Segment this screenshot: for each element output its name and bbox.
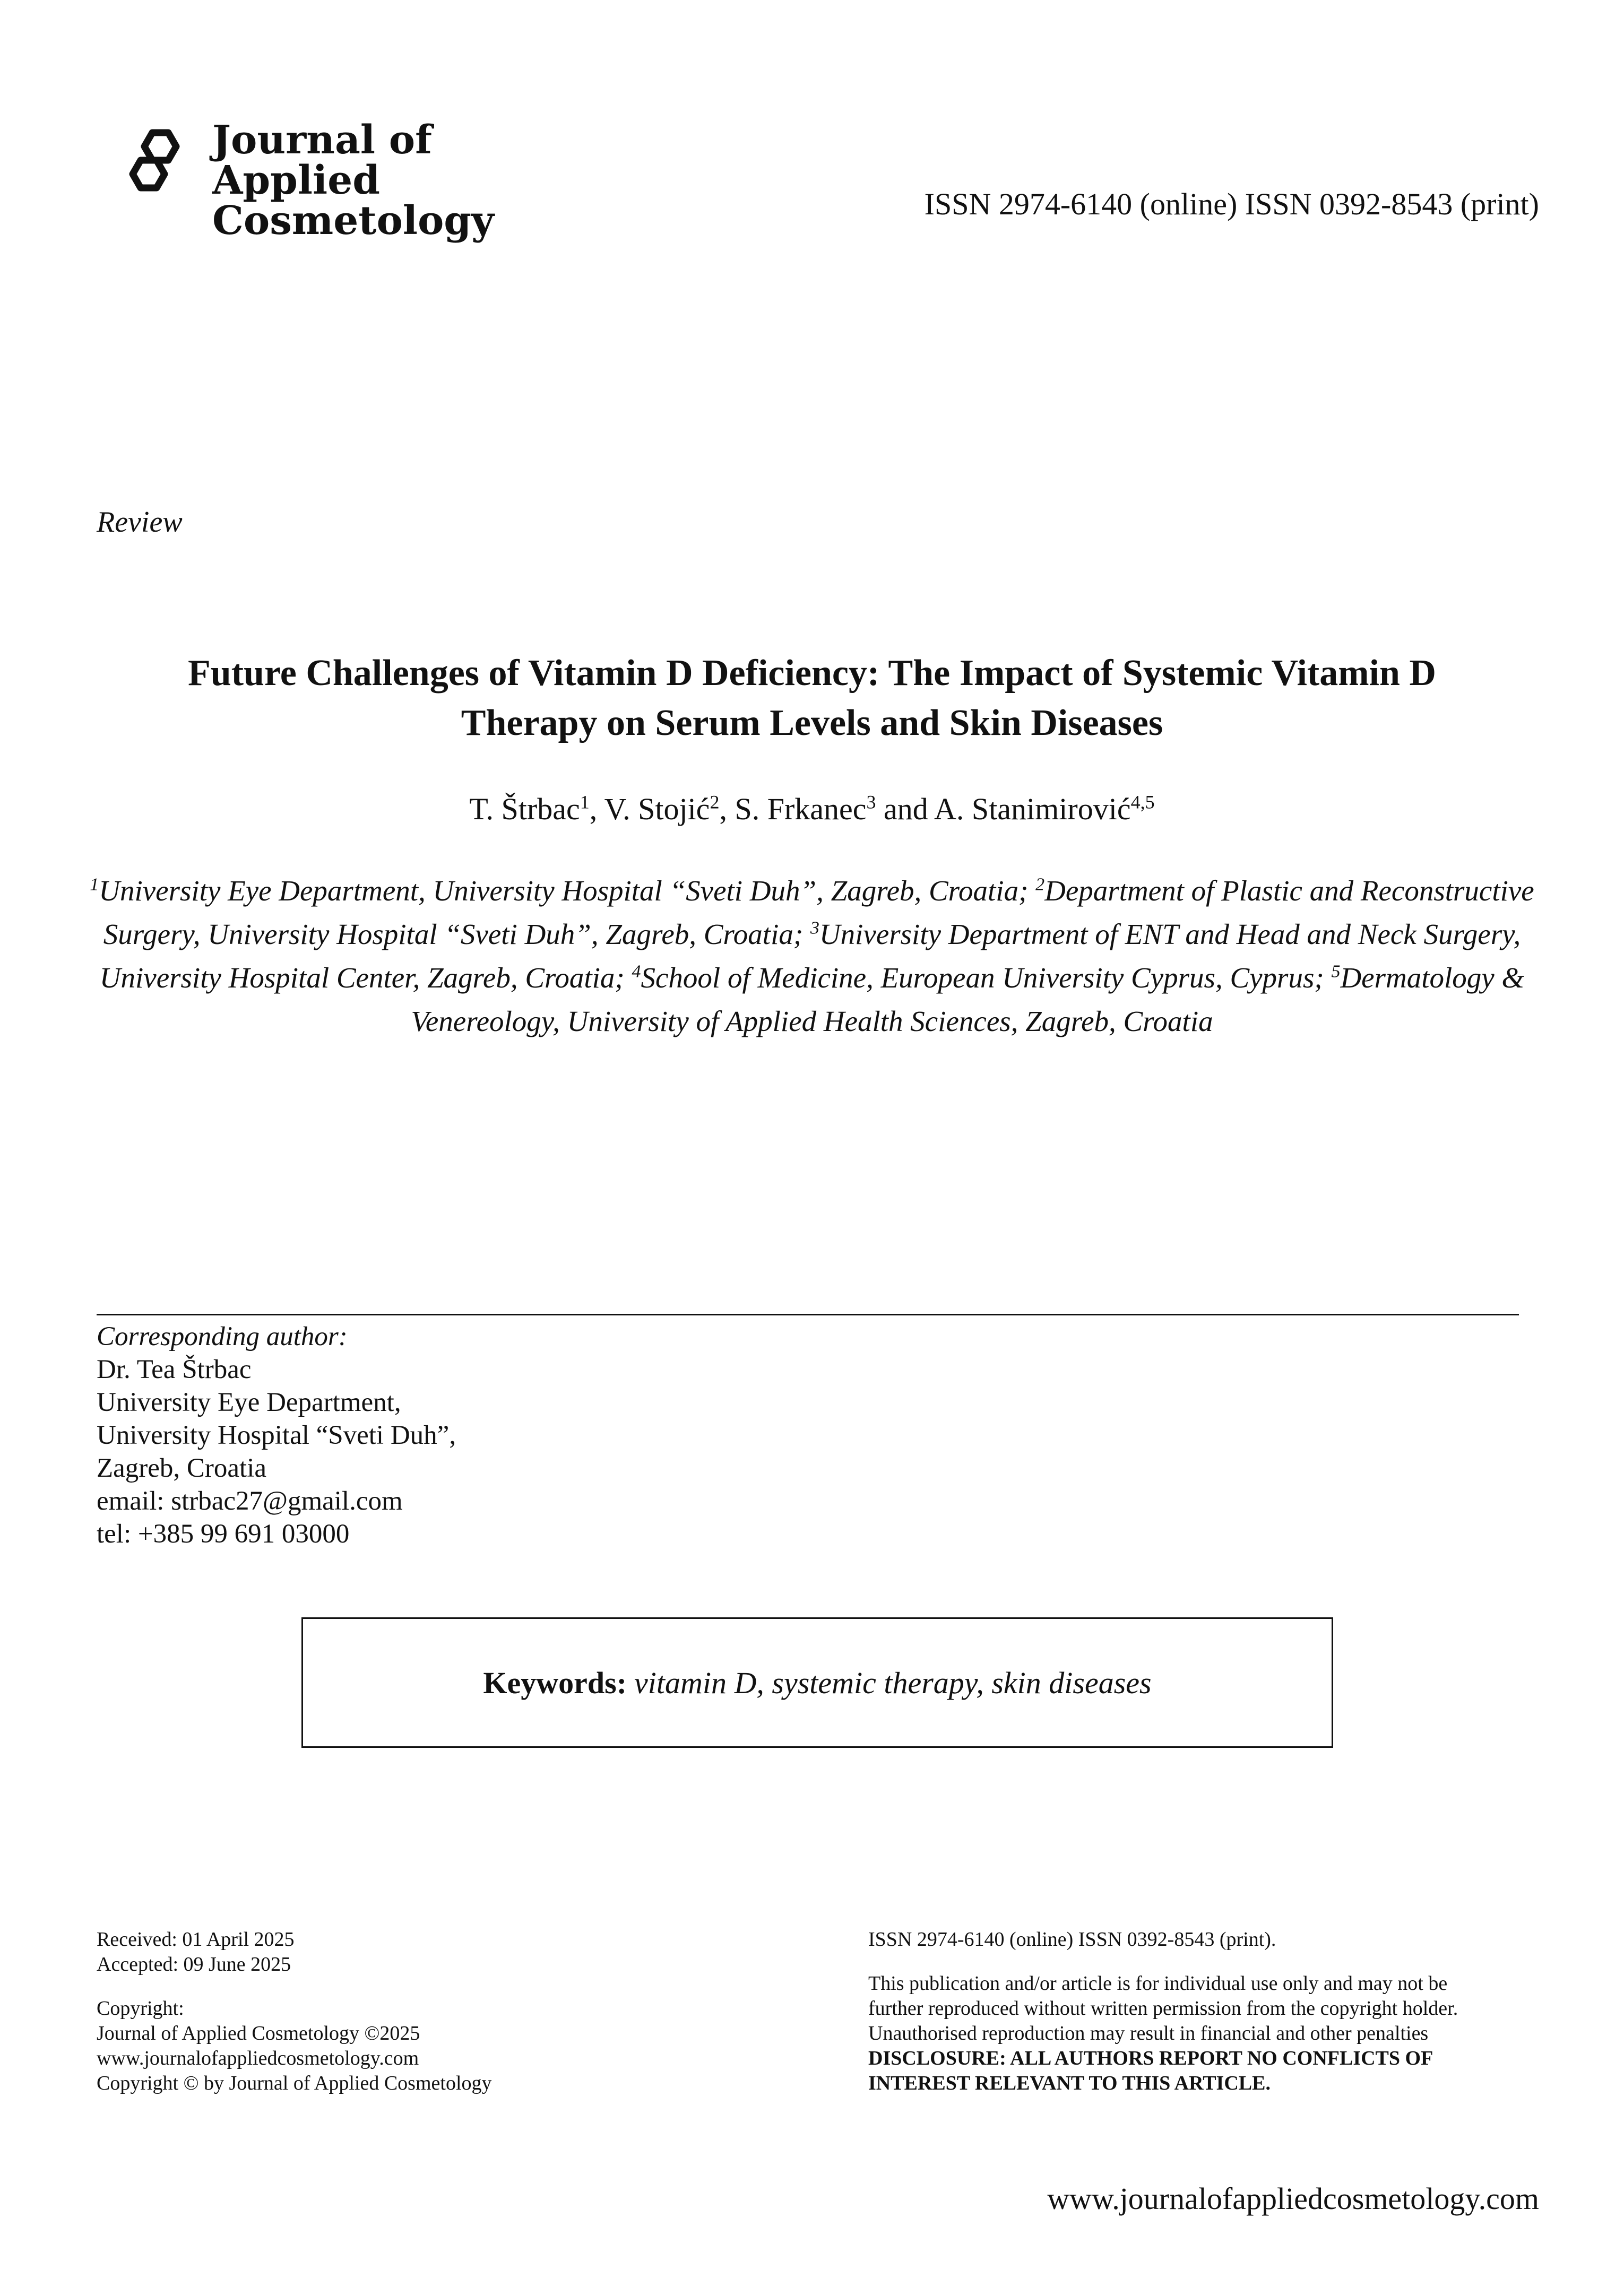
author-list: [106, 791, 1518, 828]
disclosure-line: DISCLOSURE: ALL AUTHORS REPORT NO CONFLICTS OF: [868, 2047, 1433, 2069]
affiliation-text: University Eye Department, University Hospital “Sveti Duh”, Zagreb, Croatia;: [99, 874, 1036, 907]
affiliation-text: School of Medicine, European University Cyprus, Cyprus;: [641, 961, 1332, 994]
affiliation-sup: 4: [632, 961, 641, 982]
article-title-line2: Therapy on Serum Levels and Skin Diseases: [461, 703, 1163, 743]
corresponding-author-block: [97, 1320, 456, 1550]
publication-dates-block: [97, 1927, 492, 2096]
journal-website: www.journalofappliedcosmetology.com: [97, 2047, 419, 2069]
corresponding-author-city: Zagreb, Croatia: [97, 1453, 267, 1483]
journal-name: [212, 117, 601, 244]
author-separator: ,: [719, 792, 735, 826]
article-title-line1: Future Challenges of Vitamin D Deficiency: The Impact of Systemic Vitamin D: [188, 653, 1436, 694]
notice-line: Unauthorised reproduction may result in financial and other penalties: [868, 2022, 1429, 2044]
journal-logo: [123, 117, 601, 244]
article-type: Review: [97, 506, 183, 539]
footer-website-link[interactable]: www.journalofappliedcosmetology.com: [1047, 2181, 1539, 2216]
affiliation-text: Department of Plastic and Reconstructive Surgery, University Hospital “Sveti Duh”, Zagreb, Croatia;: [103, 874, 1534, 950]
author-affil-sup: 3: [866, 791, 876, 813]
notice-line: This publication and/or article is for individual use only and may not be: [868, 1972, 1448, 1995]
footer-issn: ISSN 2974-6140 (online) ISSN 0392-8543 (print).: [868, 1928, 1276, 1951]
corresponding-author-hospital: University Hospital “Sveti Duh”,: [97, 1420, 456, 1450]
journal-copyright: Journal of Applied Cosmetology ©2025: [97, 2022, 420, 2044]
keywords-value: vitamin D, systemic therapy, skin diseases: [634, 1665, 1152, 1700]
copyright-by: Copyright © by Journal of Applied Cosmetology: [97, 2072, 492, 2094]
affiliation-sup: 3: [810, 918, 819, 938]
corresponding-author-label: Corresponding author:: [97, 1322, 348, 1351]
corresponding-author-name: Dr. Tea Štrbac: [97, 1355, 252, 1384]
author-name: S. Frkanec: [735, 792, 867, 826]
affiliation-sup: 1: [90, 874, 99, 895]
received-date: Received: 01 April 2025: [97, 1928, 295, 1951]
affiliation-text: Dermatology & Venereology, University of Applied Health Sciences, Zagreb, Croatia: [411, 961, 1525, 1037]
author-affil-sup: 2: [710, 791, 720, 813]
affiliation-sup: 5: [1331, 961, 1341, 982]
keywords-box: [301, 1617, 1333, 1748]
disclosure-line: INTEREST RELEVANT TO THIS ARTICLE.: [868, 2072, 1271, 2094]
legal-notice-block: [868, 1927, 1558, 2096]
author-name: V. Stojić: [604, 792, 710, 826]
header-issn: ISSN 2974-6140 (online) ISSN 0392-8543 (print): [924, 187, 1539, 221]
keywords-label: Keywords:: [483, 1665, 627, 1700]
affiliation-text: University Department of ENT and Head and Neck Surgery, University Hospital Center, Zagreb, Croatia;: [99, 918, 1521, 994]
spacer: [97, 1977, 492, 1996]
author-name: T. Štrbac: [469, 792, 580, 826]
notice-line: further reproduced without written permission from the copyright holder.: [868, 1997, 1458, 2020]
spacer: [868, 1952, 1558, 1971]
interlocked-hexagons-icon: [123, 123, 197, 197]
accepted-date: Accepted: 09 June 2025: [97, 1953, 291, 1976]
corresponding-author-phone: tel: +385 99 691 03000: [97, 1519, 350, 1549]
section-divider: [97, 1314, 1519, 1315]
journal-name-line2: Cosmetology: [212, 198, 495, 244]
author-name: A. Stanimirović: [934, 792, 1131, 826]
affiliation-sup: 2: [1035, 874, 1045, 895]
author-affil-sup: 4,5: [1130, 791, 1155, 813]
author-separator: ,: [589, 792, 604, 826]
affiliations: [80, 869, 1544, 1043]
corresponding-author-dept: University Eye Department,: [97, 1388, 401, 1417]
copyright-label: Copyright:: [97, 1997, 184, 2020]
author-affil-sup: 1: [580, 791, 590, 813]
article-title: [106, 648, 1518, 748]
corresponding-author-email: email: strbac27@gmail.com: [97, 1486, 403, 1516]
journal-name-line1: Journal of Applied: [212, 117, 432, 203]
author-separator: and: [876, 792, 935, 826]
